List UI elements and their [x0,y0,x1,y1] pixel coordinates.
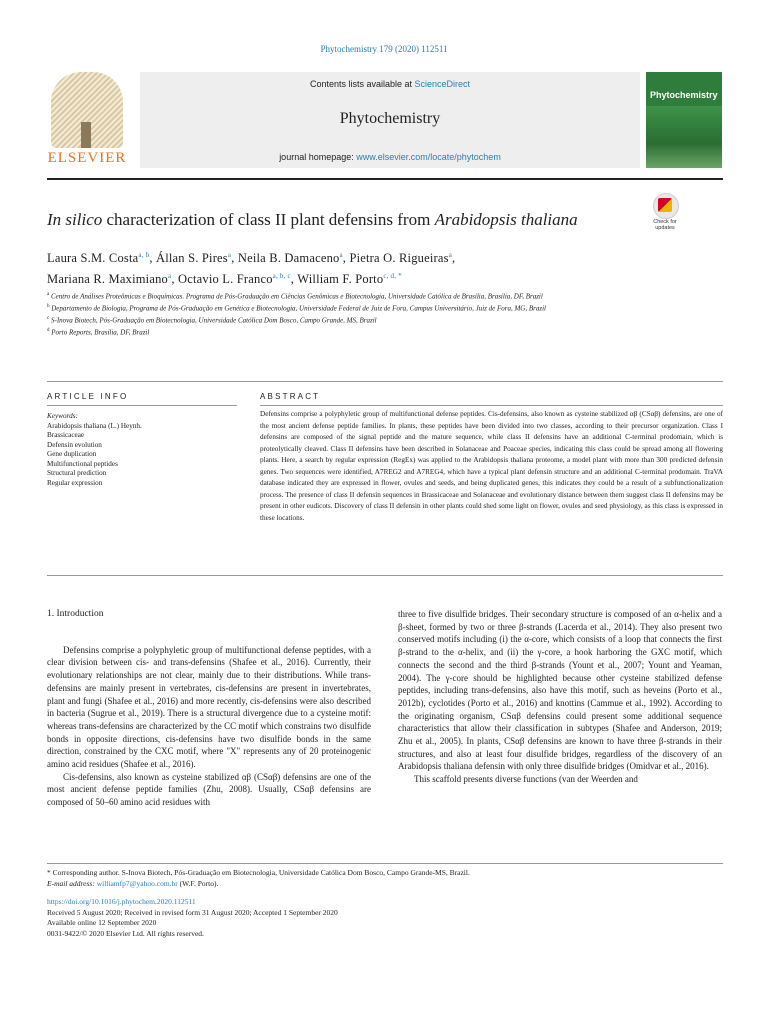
keywords-label: Keywords: [47,412,78,420]
available-online: Available online 12 September 2020 [47,918,157,927]
homepage-link[interactable]: www.elsevier.com/locate/phytochem [356,152,501,162]
email-link[interactable]: williamfp7@yahoo.com.br [96,878,178,888]
author-affil-link[interactable]: a, b [138,251,150,259]
badge-text: Check for updates [653,219,677,231]
body-paragraph: Defensins comprise a polyphyletic group of multifunctional defense peptides, with a clear division between cis- and trans-defensins (Shafee et al., 2016). Currently, their evolutionary relationships are not clear, mainly due to their distributions. While trans-defensins are mainly present in vertebrates, cis-defensins are present in invertebrates, plant and fungi (Shafee et al., 2016) and more recently, cis-defensins were also described in bacteria (Sugrue et al., 2019). There is a structural divergence due to a cysteine motif: whereas trans-defensins are characterized by the CC motif which constrains two disulfide bonds in opposite directions, cis-defensins have two disulfide bonds in the same direction, constrained by the CXC motif, where "X" represents any of 20 proteinogenic amino acid residues (Shafee et al., 2016). [47,644,371,770]
author-affil-link[interactable]: c, d, * [383,272,402,281]
affiliation-item [47,314,687,326]
body-paragraph: Cis-defensins, also known as cysteine stabilized αβ (CSαβ) defensins are one of the most ancient defense peptide families (Zhu, 2008). Usually, CSαβ defensins are composed of 50–60 amino acid residues with [47,771,371,808]
homepage-line [140,152,640,162]
affiliation-item [47,302,687,314]
corresponding-author-note: * Corresponding author. S-Inova Biotech, Pós-Graduação em Biotecnologia, Universidade Católica Dom Bosco, Campo Grande-MS, Brazil. [47,868,470,877]
keyword: Defensin evolution [47,440,102,449]
journal-banner [140,72,640,168]
publisher-name: ELSEVIER [47,150,127,166]
author-name[interactable]: Neila B. Damaceno [237,251,340,266]
author-affil-link[interactable]: a [168,272,172,281]
tree-trunk [81,122,91,148]
received-dates: Received 5 August 2020; Received in revised form 31 August 2020; Accepted 1 September 2020 [47,907,338,917]
affil-text: Centro de Análises Proteômicas e Bioquímicas. Programa de Pós-Graduação em Ciências Genômicas e Biotecnologia, Universidade Católica de Brasília, Brasília, DF, Brazil [50,292,543,301]
keyword: Regular expression [47,478,103,487]
sciencedirect-link[interactable]: ScienceDirect [414,79,471,89]
affiliation-item [47,290,687,302]
affiliation-list [47,290,687,339]
keywords-block [47,412,237,488]
author-affil-link[interactable]: a [227,251,232,259]
keyword: Gene duplication [47,450,97,458]
affiliation-item [47,326,687,338]
title-italic-2: Arabidopsis thaliana [434,210,578,229]
body-paragraph: three to five disulfide bridges. Their secondary structure is composed of an α-helix and a β-sheet, formed by two or three β-strands (Lacerda et al., 2014). They also present two conserved motifs including (i) the α-core, which consists of a loop that connects the first β-strand to the α-helix, and (ii) the γ-core, a hook harboring the GXC motif, which connects the second and the third β-strands (Yount et al., 2007; Yount and Yeaman, 2004). The γ-core should be highlighted because other cysteine stabilized defense peptides, including trans-defensins, also have this motif, such as heveins (Porto et al., 2012b), cyclotides (Porto et al., 2016) and knottins (Cammue et al., 1992). According to the originating organism, CSαβ defensins could present some additional sequence characteristics that allow their classification in subtypes (Shafee and Anderson, 2019; Zhu et al., 2005). In plants, CSαβ defensins are known to have three β-strands in their structures, and also at least four disulfide bridges, regardless of the discovery of an Arabidopsis thaliana defensin with only three disulfide bridges (Omidvar et al., 2016). [398,609,722,772]
keyword: Brassicaceae [47,431,85,439]
body-column-left [47,608,371,809]
author-affil-link[interactable]: a [448,251,453,259]
affil-text: Porto Reports, Brasília, DF, Brazil [51,328,150,337]
journal-reference[interactable]: Phytochemistry 179 (2020) 112511 [320,44,448,54]
author-affil-link[interactable]: a, b, c [272,272,291,281]
header-divider [47,178,723,180]
body-divider [47,575,723,576]
homepage-label: journal homepage: [279,152,357,162]
affil-marker: d [47,328,50,334]
affil-marker: a [47,292,50,297]
body-column-right [398,608,722,786]
doi-link[interactable]: https://doi.org/10.1016/j.phytochem.2020.112511 [47,897,196,906]
footnote-divider [47,863,723,864]
author-name[interactable]: William F. Porto [297,272,384,287]
footer-block [47,868,723,939]
journal-title: Phytochemistry [339,110,441,127]
article-info-heading: ARTICLE INFO [47,392,129,401]
article-title [47,210,647,230]
author-name[interactable]: Állan S. Pires [155,251,228,266]
author-affil-link[interactable]: a [339,251,343,259]
affil-marker: c [47,316,50,322]
cover-title: Phytochemistry [650,90,718,100]
author-name[interactable]: Mariana R. Maximiano [47,272,168,287]
body-paragraph: This scaffold presents diverse functions (van der Weerden and [414,774,638,785]
elsevier-logo[interactable] [47,72,127,168]
author-list: Laura S.M. Costa$^{a, b}$, Állan S. Pires$^a$, Neila B. Damaceno$^a$, Pietra O. Rigueiras$^a$, Mariana R. Maximiano$^a$, Octavio L. Franco$^{a, b, c}$, William F. Porto$^{c, d, *}$ [47,251,456,287]
copyright: 0031-9422/© 2020 Elsevier Ltd. All rights reserved. [47,928,204,938]
author-name[interactable]: Pietra O. Rigueiras [349,251,449,266]
author-name[interactable]: Laura S.M. Costa [47,251,139,266]
check-updates-icon [658,198,672,212]
abstract-text: Defensins comprise a polyphyletic group of multifunctional defense peptides. Cis-defensins, also known as cysteine stabilized αβ (CSαβ) defensins, are one of the most ancient defense peptide families. In plants, these peptides have been divided into two classes, according to their precursor organization. Class I defensins are composed of the signal peptide and the mature sequence, while class II defensins have an additional C-terminal prodomain, which is proteolytically cleaved. Class II defensins have been described in Solanaceae and Poaceae species, indicating this class could be spread among all flowering plants. Here, a search by regular expression (RegEx) was applied to the Arabidopsis thaliana proteome, a model plant with more than 300 predicted defensin genes. Two sequences were identified, A7REG2 and A7REG4, which have a typical plant defensin structure and an additional C-terminal prodomain. TraVA database indicated they are expressed in flower, ovules and seeds, and being duplicated genes, this indicates they could be a result of a subfunctionalization process. The presence of class II defensin sequences in Brassicaceae and Solanaceae and evolutionary distance between them suggest class II defensins may be present in other eudicots. Discovery of class II defensin in other plants could shed some light on flower, ovules and seed physiology, as this class is expressed in these locations. [260,410,723,522]
keyword: Structural prediction [47,469,107,477]
affil-text: S-Inova Biotech, Pós-Graduação em Biotecnologia, Universidade Católica Dom Bosco, Campo Grande, MS, Brazil [50,316,377,325]
abstract-heading: ABSTRACT [260,392,321,401]
journal-cover-image[interactable] [646,72,722,168]
introduction-heading: 1. Introduction [47,609,104,619]
footer-spacer [47,889,723,897]
check-for-updates-badge[interactable] [650,193,680,233]
section-divider [47,381,723,382]
title-italic-1: In silico [47,210,103,229]
affil-marker: b [47,304,50,310]
abstract-rule [260,405,723,406]
cover-artwork [646,106,722,168]
title-main: characterization of class II plant defensins from [102,210,435,229]
affil-text: Departamento de Biologia, Programa de Pós-Graduação em Genética e Biotecnologia, Universidade Federal de Juiz de Fora, Campus Universitário, Juiz de Fora, MG, Brazil [51,304,546,313]
contents-prefix: Contents lists available at [309,79,415,89]
email-suffix: (W.F. Porto). [177,878,219,888]
email-line [47,879,723,890]
contents-line [140,79,640,89]
author-name[interactable]: Octavio L. Franco [177,272,273,287]
keyword: Multifunctional peptides [47,459,118,468]
article-info-rule [47,405,237,406]
keyword: Arabidopsis thaliana (L.) Heynh. [47,421,142,430]
email-label: E-mail address: [47,878,97,888]
